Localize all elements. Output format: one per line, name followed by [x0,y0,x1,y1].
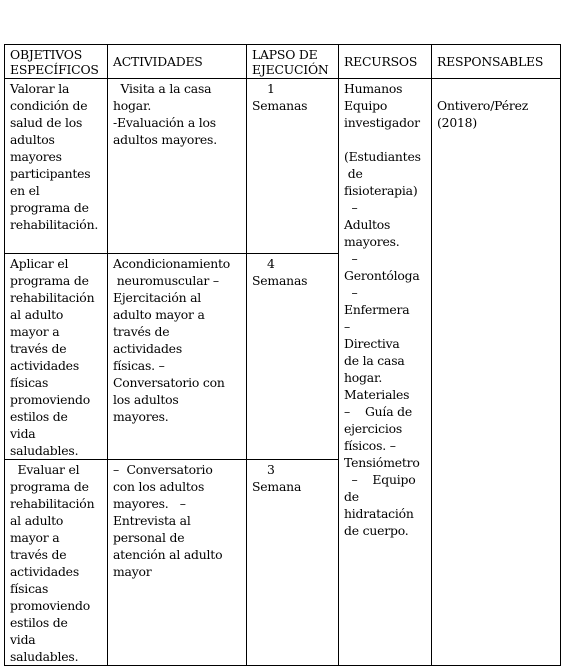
lapso-cell: 1 Semanas [247,79,339,254]
recursos-cell: Humanos Equipo investigador (Estudiantes de fisioterapia) – Adultos mayores. – Gerontóloga – Enfermera – Directiva de la casa hogar. Materiales – Guía de ejercicios físicos. – Tensiómetro – Equipo de hidratación de cuerpo. [339,79,432,666]
objetivo-cell: Evaluar el programa de rehabilitación al adulto mayor a través de actividades físicas promoviendo estilos de vida saludables. [5,460,108,666]
table-header-row [5,45,561,79]
lapso-cell: 3 Semana [247,460,339,666]
action-plan-table [4,44,561,666]
header-recursos: RECURSOS [339,45,432,79]
header-objetivos: OBJETIVOS ESPECÍFICOS [5,45,108,79]
header-responsables: RESPONSABLES [432,45,561,79]
lapso-cell: 4 Semanas [247,254,339,460]
actividades-cell: – Conversatorio con los adultos mayores. – Entrevista al personal de atención al adulto mayor [108,460,247,666]
table-row [5,79,561,254]
actividades-cell: Visita a la casa hogar. -Evaluación a los adultos mayores. [108,79,247,254]
header-lapso: LAPSO DE EJECUCIÓN [247,45,339,79]
objetivo-cell: Aplicar el programa de rehabilitación al adulto mayor a través de actividades físicas promoviendo estilos de vida saludables. [5,254,108,460]
objetivo-cell: Valorar la condición de salud de los adultos mayores participantes en el programa de rehabilitación. [5,79,108,254]
responsables-cell: Ontivero/Pérez (2018) [432,79,561,666]
header-actividades: ACTIVIDADES [108,45,247,79]
actividades-cell: Acondicionamiento neuromuscular – Ejercitación al adulto mayor a través de actividades físicas. – Conversatorio con los adultos mayores. [108,254,247,460]
